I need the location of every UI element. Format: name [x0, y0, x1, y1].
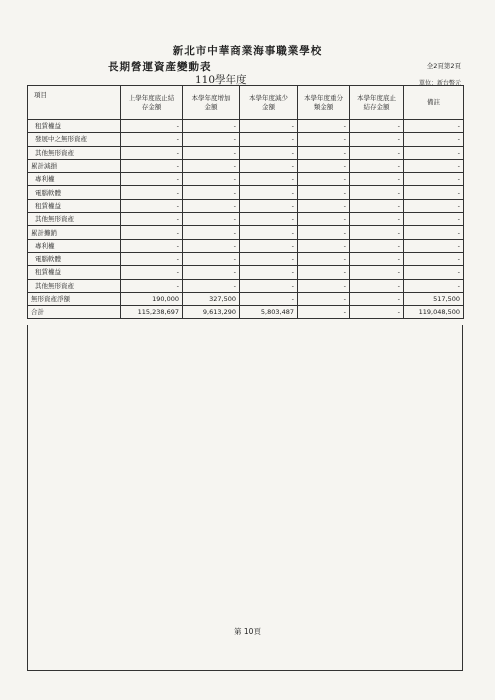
- table-cell: -: [121, 199, 183, 212]
- table-cell: -: [121, 226, 183, 239]
- table-cell: -: [298, 133, 350, 146]
- table-cell: 115,238,697: [121, 306, 183, 319]
- table-cell: -: [240, 159, 298, 172]
- table-cell: -: [298, 306, 350, 319]
- table-cell: -: [240, 186, 298, 199]
- table-cell: -: [183, 239, 240, 252]
- column-header: 本學年度增加金額: [183, 86, 240, 120]
- table-cell: -: [183, 252, 240, 265]
- column-header: 本學年度減少金額: [240, 86, 298, 120]
- empty-table-area: [27, 325, 463, 671]
- table-cell: -: [183, 266, 240, 279]
- table-cell: -: [298, 120, 350, 133]
- table-row: [28, 186, 464, 199]
- table-cell: 9,613,290: [183, 306, 240, 319]
- table-cell: -: [121, 133, 183, 146]
- table-row: [28, 266, 464, 279]
- table-cell: -: [183, 226, 240, 239]
- table-cell: -: [298, 173, 350, 186]
- table-cell: 119,048,500: [404, 306, 464, 319]
- table-row: [28, 279, 464, 292]
- table-cell: -: [350, 186, 404, 199]
- table-cell: -: [298, 226, 350, 239]
- table-cell: -: [183, 120, 240, 133]
- table-cell: -: [350, 213, 404, 226]
- table-cell: -: [183, 173, 240, 186]
- column-header: 本學年度重分類金額: [298, 86, 350, 120]
- school-name: 新北市中華商業海事職業學校: [172, 45, 323, 57]
- table-row: [28, 199, 464, 212]
- table-cell: 5,803,487: [240, 306, 298, 319]
- table-cell: -: [183, 146, 240, 159]
- row-label: 合計: [28, 306, 121, 319]
- table-cell: -: [240, 252, 298, 265]
- table-cell: -: [350, 252, 404, 265]
- row-label: 其他無形資產: [28, 146, 121, 159]
- table-cell: -: [350, 279, 404, 292]
- table-row: [28, 120, 464, 133]
- table-row: [28, 133, 464, 146]
- table-cell: -: [298, 252, 350, 265]
- table-cell: -: [350, 133, 404, 146]
- table-cell: -: [240, 120, 298, 133]
- table-cell: -: [404, 133, 464, 146]
- row-label: 電腦軟體: [28, 252, 121, 265]
- table-cell: -: [183, 279, 240, 292]
- table-cell: -: [298, 186, 350, 199]
- table-cell: -: [350, 173, 404, 186]
- table-cell: -: [298, 146, 350, 159]
- table-cell: -: [183, 133, 240, 146]
- table-cell: -: [350, 159, 404, 172]
- row-label: 租賃權益: [28, 266, 121, 279]
- currency-unit: 單位：新台幣元: [418, 80, 461, 87]
- table-cell: -: [183, 186, 240, 199]
- asset-change-table: [27, 85, 464, 319]
- table-cell: -: [298, 292, 350, 305]
- table-cell: -: [121, 186, 183, 199]
- table-cell: -: [298, 199, 350, 212]
- table-cell: 190,000: [121, 292, 183, 305]
- fiscal-year: 110學年度: [195, 74, 247, 86]
- table-cell: -: [404, 266, 464, 279]
- table-cell: -: [404, 199, 464, 212]
- row-label: 累計減損: [28, 159, 121, 172]
- row-label: 專利權: [28, 173, 121, 186]
- table-cell: -: [404, 279, 464, 292]
- table-cell: -: [350, 239, 404, 252]
- table-cell: -: [404, 213, 464, 226]
- table-cell: -: [404, 252, 464, 265]
- table-cell: -: [404, 159, 464, 172]
- row-label: 租賃權益: [28, 120, 121, 133]
- table-cell: -: [240, 146, 298, 159]
- table-cell: 327,500: [183, 292, 240, 305]
- table-row: [28, 213, 464, 226]
- table-cell: -: [240, 226, 298, 239]
- table-cell: -: [350, 120, 404, 133]
- table-row: [28, 292, 464, 305]
- table-cell: -: [183, 213, 240, 226]
- table-cell: -: [121, 279, 183, 292]
- table-cell: -: [350, 226, 404, 239]
- row-label: 專利權: [28, 239, 121, 252]
- table-cell: -: [240, 266, 298, 279]
- table-cell: -: [404, 226, 464, 239]
- row-label: 無形資產淨額: [28, 292, 121, 305]
- column-header: 備註: [404, 86, 464, 120]
- table-cell: -: [240, 199, 298, 212]
- table-cell: -: [121, 173, 183, 186]
- column-header: 本學年度底止結存金額: [350, 86, 404, 120]
- table-cell: -: [298, 239, 350, 252]
- column-header: 項目: [28, 86, 121, 120]
- table-cell: -: [121, 120, 183, 133]
- table-cell: -: [240, 279, 298, 292]
- table-cell: -: [240, 133, 298, 146]
- table-cell: -: [404, 146, 464, 159]
- table-cell: -: [121, 239, 183, 252]
- table-cell: -: [121, 266, 183, 279]
- row-label: 電腦軟體: [28, 186, 121, 199]
- page-number: 第 10頁: [234, 627, 261, 636]
- table-cell: -: [240, 173, 298, 186]
- table-cell: -: [121, 252, 183, 265]
- table-cell: -: [350, 292, 404, 305]
- table-cell: -: [404, 186, 464, 199]
- page-info: 全2頁第2頁: [426, 62, 461, 70]
- table-cell: -: [404, 239, 464, 252]
- row-label: 租賃權益: [28, 199, 121, 212]
- table-row: [28, 226, 464, 239]
- report-title: 長期營運資產變動表: [108, 61, 212, 73]
- table-row: [28, 173, 464, 186]
- table-cell: -: [404, 173, 464, 186]
- table-cell: -: [350, 306, 404, 319]
- table-cell: -: [183, 199, 240, 212]
- table-cell: -: [298, 266, 350, 279]
- table-cell: -: [240, 213, 298, 226]
- table-row: [28, 252, 464, 265]
- table-cell: -: [298, 279, 350, 292]
- table-cell: -: [121, 146, 183, 159]
- table-row: [28, 146, 464, 159]
- table-cell: -: [350, 266, 404, 279]
- table-cell: -: [404, 120, 464, 133]
- table-body: [28, 120, 464, 319]
- table-cell: -: [183, 159, 240, 172]
- table-cell: -: [121, 159, 183, 172]
- row-label: 其他無形資產: [28, 279, 121, 292]
- table-row: [28, 159, 464, 172]
- table-cell: -: [240, 239, 298, 252]
- table-row: [28, 306, 464, 319]
- table-header-row: [28, 86, 464, 120]
- row-label: 發展中之無形資產: [28, 133, 121, 146]
- table-cell: -: [350, 146, 404, 159]
- table-row: [28, 239, 464, 252]
- table-cell: -: [298, 213, 350, 226]
- table-cell: 517,500: [404, 292, 464, 305]
- row-label: 其他無形資產: [28, 213, 121, 226]
- column-header: 上學年度底止結存金額: [121, 86, 183, 120]
- table-cell: -: [298, 159, 350, 172]
- table-cell: -: [121, 213, 183, 226]
- table-cell: -: [350, 199, 404, 212]
- table-cell: -: [240, 292, 298, 305]
- row-label: 累計攤銷: [28, 226, 121, 239]
